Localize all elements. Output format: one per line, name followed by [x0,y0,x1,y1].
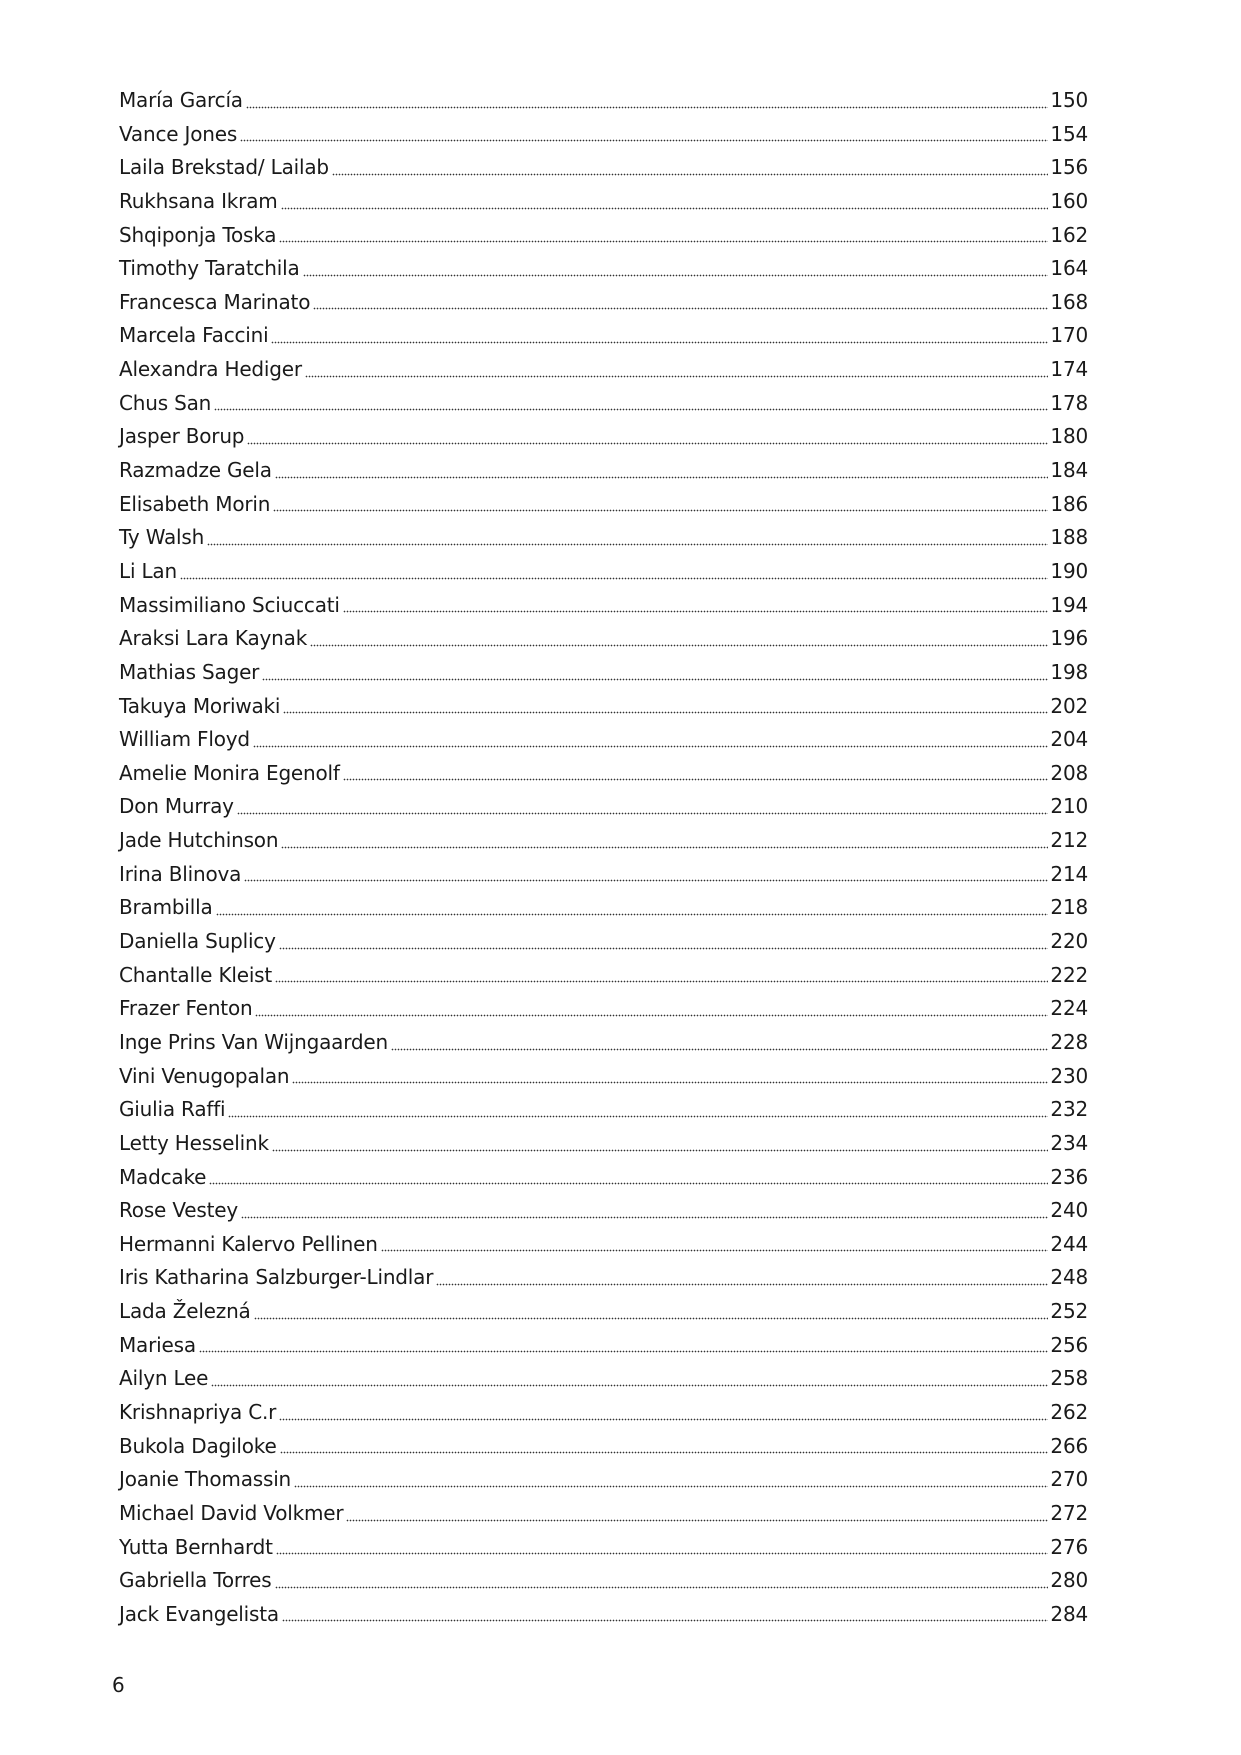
toc-entry[interactable] [119,454,1088,488]
toc-entry-name: Gabriella Torres [119,1568,272,1593]
toc-entry-name: Jasper Borup [119,424,245,449]
toc-entry[interactable] [119,1161,1088,1195]
toc-entry-page: 170 [1050,323,1088,348]
toc-dot-leader [240,138,1048,142]
toc-entry-page: 272 [1050,1500,1088,1525]
toc-entry-name: Amelie Monira Egenolf [119,760,340,785]
toc-entry[interactable] [119,1598,1088,1632]
toc-entry-name: Jack Evangelista [119,1601,279,1626]
toc-entry-page: 184 [1050,458,1088,483]
toc-entry[interactable] [119,992,1088,1026]
toc-entry-page: 220 [1050,929,1088,954]
table-of-contents [119,84,1088,1631]
toc-entry[interactable] [119,151,1088,185]
toc-entry-page: 240 [1050,1198,1088,1223]
toc-entry-name: María García [119,88,243,112]
toc-entry-page: 232 [1050,1097,1088,1122]
toc-entry[interactable] [119,319,1088,353]
toc-entry-name: Takuya Moriwaki [119,693,281,718]
toc-entry[interactable] [119,1362,1088,1396]
toc-entry-page: 252 [1050,1299,1088,1324]
toc-entry-page: 234 [1050,1130,1088,1155]
toc-entry-page: 210 [1050,794,1088,819]
toc-dot-leader [343,777,1049,781]
toc-dot-leader [271,340,1048,344]
toc-dot-leader [228,1114,1048,1118]
toc-entry[interactable] [119,757,1088,791]
toc-entry-name: Brambilla [119,895,213,920]
toc-entry-page: 204 [1050,727,1088,752]
toc-entry[interactable] [119,1026,1088,1060]
toc-dot-leader [343,609,1049,613]
toc-entry-name: Francesca Marinato [119,289,311,314]
toc-entry-name: Rukhsana Ikram [119,188,278,213]
toc-entry-name: Araksi Lara Kaynak [119,626,308,651]
toc-entry-name: Giulia Raffi [119,1097,226,1122]
toc-entry-page: 270 [1050,1467,1088,1492]
toc-dot-leader [305,374,1049,378]
toc-entry-name: Massimiliano Sciuccati [119,592,340,617]
toc-dot-leader [281,206,1049,210]
toc-entry-page: 256 [1050,1332,1088,1357]
toc-entry-name: Daniella Suplicy [119,929,276,954]
toc-entry-name: Li Lan [119,558,177,583]
toc-entry[interactable] [119,1060,1088,1094]
toc-entry-page: 194 [1050,592,1088,617]
toc-entry-name: Lada Železná [119,1299,251,1324]
toc-entry-name: Joanie Thomassin [119,1467,292,1492]
page-number: 6 [112,1673,125,1697]
toc-entry-page: 178 [1050,390,1088,415]
toc-entry-name: Elisabeth Morin [119,491,271,516]
toc-dot-leader [237,811,1049,815]
toc-entry-page: 266 [1050,1433,1088,1458]
toc-entry-name: Frazer Fenton [119,996,253,1021]
toc-dot-leader [275,475,1049,479]
toc-dot-leader [279,946,1049,950]
toc-entry-name: Irina Blinova [119,861,242,886]
toc-dot-leader [283,710,1048,714]
toc-dot-leader [280,1450,1049,1454]
toc-entry-name: Bukola Dagiloke [119,1433,277,1458]
toc-entry-name: Ailyn Lee [119,1366,209,1391]
toc-entry[interactable] [119,589,1088,623]
toc-entry-page: 208 [1050,760,1088,785]
toc-entry-page: 168 [1050,289,1088,314]
toc-entry-page: 202 [1050,693,1088,718]
toc-entry-page: 214 [1050,861,1088,886]
toc-entry[interactable] [119,690,1088,724]
toc-entry-page: 150 [1050,88,1088,112]
toc-entry-page: 276 [1050,1534,1088,1559]
toc-entry[interactable] [119,1261,1088,1295]
toc-dot-leader [282,1618,1048,1622]
toc-dot-leader [244,878,1048,882]
toc-dot-leader [209,1181,1048,1185]
toc-entry[interactable] [119,219,1088,253]
toc-dot-leader [391,1047,1048,1051]
toc-entry-name: Inge Prins Van Wijngaarden [119,1029,388,1054]
toc-entry[interactable] [119,1396,1088,1430]
toc-entry[interactable] [119,723,1088,757]
toc-entry-name: Ty Walsh [119,525,205,550]
toc-entry-page: 160 [1050,188,1088,213]
toc-entry[interactable] [119,185,1088,219]
toc-entry-name: Madcake [119,1164,207,1189]
toc-entry-page: 222 [1050,962,1088,987]
toc-dot-leader [246,105,1049,109]
toc-dot-leader [255,1013,1048,1017]
toc-dot-leader [214,407,1048,411]
toc-entry-name: Timothy Taratchila [119,256,300,281]
toc-entry-name: Vance Jones [119,121,238,146]
toc-entry-name: Vini Venugopalan [119,1063,290,1088]
toc-entry[interactable] [119,1194,1088,1228]
toc-dot-leader [254,1316,1049,1320]
toc-entry-name: Shqiponja Toska [119,222,277,247]
toc-entry-page: 236 [1050,1164,1088,1189]
toc-entry[interactable] [119,286,1088,320]
toc-entry-name: Mariesa [119,1332,196,1357]
toc-entry[interactable] [119,1093,1088,1127]
toc-dot-leader [275,979,1048,983]
toc-entry[interactable] [119,1430,1088,1464]
toc-entry[interactable] [119,1531,1088,1565]
toc-entry-name: Laila Brekstad/ Lailab [119,155,329,180]
toc-dot-leader [436,1282,1048,1286]
toc-entry[interactable] [119,84,1088,118]
toc-entry[interactable] [119,488,1088,522]
toc-dot-leader [279,1417,1048,1421]
toc-entry-name: Letty Hesselink [119,1130,269,1155]
toc-entry-page: 228 [1050,1029,1088,1054]
toc-dot-leader [180,576,1048,580]
toc-entry-name: Michael David Volkmer [119,1500,344,1525]
toc-entry[interactable] [119,959,1088,993]
toc-entry-page: 180 [1050,424,1088,449]
toc-entry[interactable] [119,790,1088,824]
toc-entry-page: 248 [1050,1265,1088,1290]
toc-dot-leader [281,845,1048,849]
toc-entry-page: 230 [1050,1063,1088,1088]
toc-entry-name: Mathias Sager [119,659,260,684]
toc-entry-name: Yutta Bernhardt [119,1534,273,1559]
toc-dot-leader [241,1215,1048,1219]
toc-dot-leader [207,542,1048,546]
toc-entry[interactable] [119,1497,1088,1531]
toc-entry-page: 212 [1050,828,1088,853]
toc-entry-name: Don Murray [119,794,234,819]
toc-dot-leader [313,306,1048,310]
toc-entry-name: Krishnapriya C.r [119,1399,277,1424]
toc-entry[interactable] [119,1463,1088,1497]
toc-entry-page: 156 [1050,155,1088,180]
toc-entry[interactable] [119,1228,1088,1262]
toc-dot-leader [253,744,1049,748]
toc-entry[interactable] [119,858,1088,892]
toc-entry-name: Marcela Faccini [119,323,269,348]
toc-dot-leader [273,508,1048,512]
toc-entry-page: 198 [1050,659,1088,684]
toc-dot-leader [279,239,1048,243]
toc-entry[interactable] [119,555,1088,589]
toc-dot-leader [303,273,1049,277]
toc-entry[interactable] [119,420,1088,454]
toc-dot-leader [294,1484,1048,1488]
toc-dot-leader [211,1383,1048,1387]
toc-entry[interactable] [119,891,1088,925]
toc-dot-leader [310,643,1048,647]
toc-entry-page: 162 [1050,222,1088,247]
toc-entry[interactable] [119,387,1088,421]
toc-entry-name: Jade Hutchinson [119,828,279,853]
toc-entry-name: William Floyd [119,727,250,752]
toc-entry-name: Chus San [119,390,212,415]
toc-dot-leader [346,1518,1048,1522]
toc-entry[interactable] [119,656,1088,690]
toc-entry[interactable] [119,252,1088,286]
toc-entry[interactable] [119,353,1088,387]
toc-entry[interactable] [119,118,1088,152]
toc-entry-name: Rose Vestey [119,1198,238,1223]
toc-entry[interactable] [119,1564,1088,1598]
toc-entry[interactable] [119,1127,1088,1161]
toc-entry-page: 164 [1050,256,1088,281]
toc-entry-page: 174 [1050,357,1088,382]
toc-dot-leader [262,677,1048,681]
toc-entry[interactable] [119,521,1088,555]
toc-entry[interactable] [119,1329,1088,1363]
toc-dot-leader [276,1551,1049,1555]
toc-entry[interactable] [119,925,1088,959]
toc-entry-name: Iris Katharina Salzburger-Lindlar [119,1265,434,1290]
toc-entry-page: 244 [1050,1231,1088,1256]
toc-entry-name: Razmadze Gela [119,458,272,483]
toc-dot-leader [216,912,1049,916]
toc-entry-page: 262 [1050,1399,1088,1424]
toc-entry-page: 188 [1050,525,1088,550]
toc-entry-page: 154 [1050,121,1088,146]
toc-dot-leader [332,172,1049,176]
toc-entry-name: Alexandra Hediger [119,357,302,382]
toc-entry-page: 190 [1050,558,1088,583]
toc-entry-name: Hermanni Kalervo Pellinen [119,1231,378,1256]
toc-entry[interactable] [119,622,1088,656]
toc-dot-leader [381,1248,1049,1252]
toc-entry-page: 186 [1050,491,1088,516]
toc-entry-page: 258 [1050,1366,1088,1391]
toc-entry-name: Chantalle Kleist [119,962,273,987]
toc-entry-page: 224 [1050,996,1088,1021]
toc-entry[interactable] [119,824,1088,858]
toc-dot-leader [199,1349,1049,1353]
toc-entry[interactable] [119,1295,1088,1329]
toc-entry-page: 284 [1050,1601,1088,1626]
toc-dot-leader [275,1585,1049,1589]
toc-dot-leader [247,441,1048,445]
toc-dot-leader [292,1080,1048,1084]
toc-entry-page: 280 [1050,1568,1088,1593]
toc-dot-leader [272,1148,1049,1152]
toc-entry-page: 196 [1050,626,1088,651]
toc-entry-page: 218 [1050,895,1088,920]
